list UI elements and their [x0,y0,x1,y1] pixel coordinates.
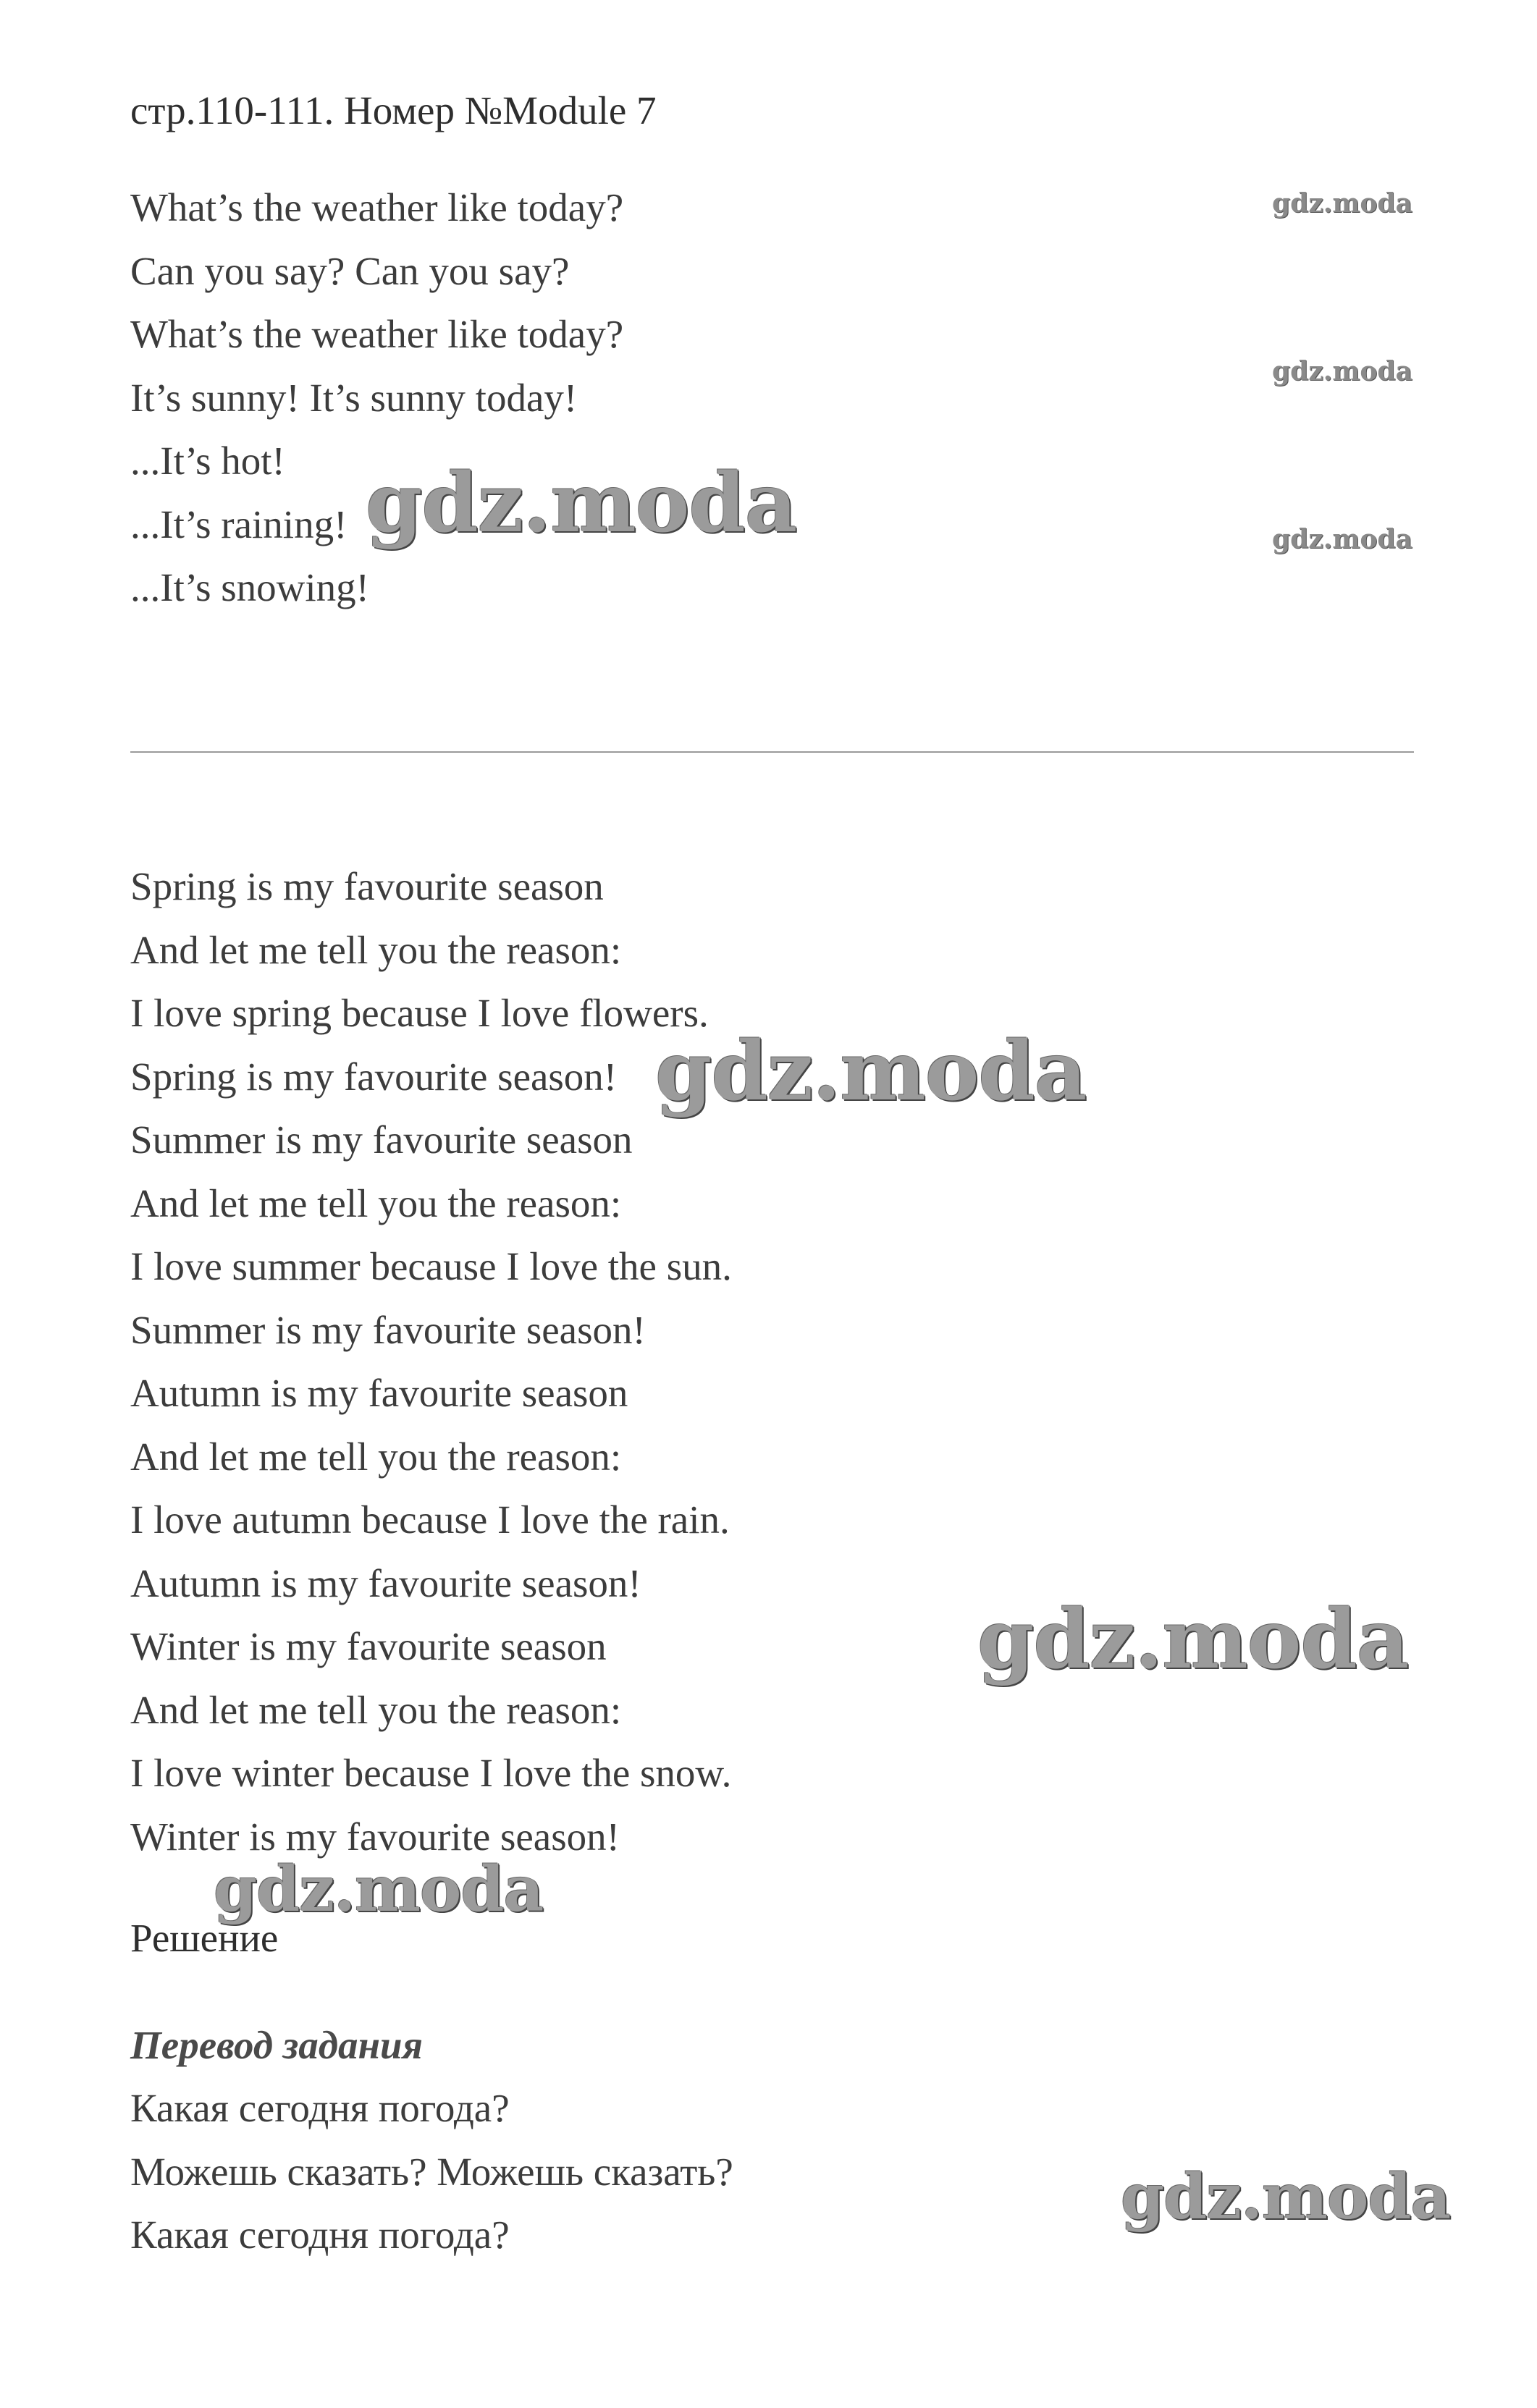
poem-line: Autumn is my favourite season! [130,1560,641,1605]
poem-line: Autumn is my favourite season [130,1371,628,1415]
translation-line: Какая сегодня погода? [130,2213,510,2257]
watermark-logo: gdz.moda [214,1853,544,1926]
poem-line: And let me tell you the reason: [130,1180,622,1225]
poem-line: Spring is my favourite season! [130,1054,618,1099]
watermark-logo: gdz.moda [1272,356,1412,386]
poem-line: Summer is my favourite season! [130,1307,646,1352]
poem-line: And let me tell you the reason: [130,927,622,972]
song-line: ...It’s raining! [130,502,348,546]
poem-line: I love autumn because I love the rain. [130,1497,730,1542]
poem-line: Winter is my favourite season! [130,1814,620,1859]
translation-line: Можешь сказать? Можешь сказать? [130,2149,733,2194]
poem-line: I love summer because I love the sun. [130,1244,732,1288]
watermark-logo: gdz.moda [1121,2160,1451,2234]
poem-line: Spring is my favourite season [130,864,604,908]
watermark-logo: gdz.moda [1272,188,1412,219]
section-divider [130,751,1414,753]
poem-line: And let me tell you the reason: [130,1434,622,1479]
song-text [130,176,623,620]
page-title: стр.110-111. Номер №Module 7 [130,88,657,132]
poem-line: I love winter because I love the snow. [130,1751,732,1795]
poem-line: And let me tell you the reason: [130,1687,622,1732]
translation-text [130,2077,733,2267]
watermark-logo: gdz.moda [366,456,797,551]
watermark-logo: gdz.moda [1272,524,1412,554]
watermark-logo: gdz.moda [977,1592,1409,1687]
song-line: ...It’s hot! [130,439,285,483]
song-line: It’s sunny! It’s sunny today! [130,375,578,420]
poem-line: I love spring because I love flowers. [130,991,709,1035]
song-line: ...It’s snowing! [130,565,369,609]
solution-label: Решение [130,1916,279,1960]
poem-line: Winter is my favourite season [130,1624,607,1668]
translation-heading: Перевод задания [130,2023,423,2067]
song-line: What’s the weather like today? [130,312,624,356]
translation-line: Какая сегодня погода? [130,2086,510,2130]
song-line: What’s the weather like today? [130,185,624,229]
song-line: Can you say? Can you say? [130,248,570,293]
poem-line: Summer is my favourite season [130,1118,633,1162]
watermark-logo: gdz.moda [655,1024,1087,1119]
poem-text [130,855,732,1868]
